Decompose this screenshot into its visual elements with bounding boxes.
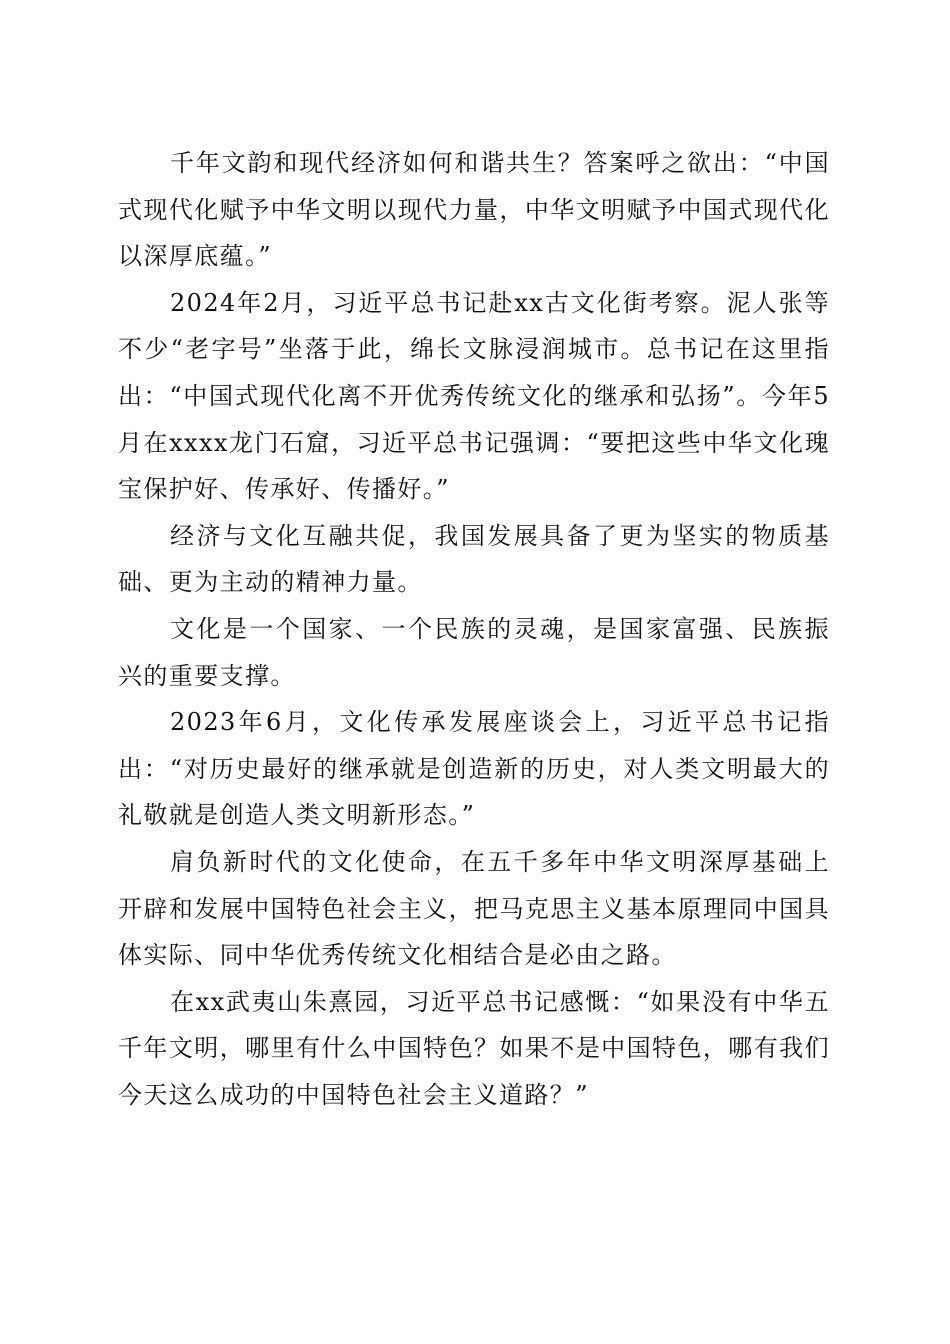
document-body bbox=[118, 140, 830, 1118]
paragraph-1: 千年文韵和现代经济如何和谐共生？答案呼之欲出：“中国式现代化赋予中华文明以现代力量，中华文明赋予中国式现代化以深厚底蕴。” bbox=[118, 149, 830, 271]
paragraph-2: 2024年2月，习近平总书记赴xx古文化街考察。泥人张等不少“老字号”坐落于此，绵长文脉浸润城市。总书记在这里指出：“中国式现代化离不开优秀传统文化的继承和弘扬”。今年5月在xxxx龙门石窟，习近平总书记强调：“要把这些中华文化瑰宝保护好、传承好、传播好。” bbox=[118, 288, 830, 504]
paragraph-3: 经济与文化互融共促，我国发展具备了更为坚实的物质基础、更为主动的精神力量。 bbox=[118, 521, 830, 597]
paragraph-5: 2023年6月，文化传承发展座谈会上，习近平总书记指出：“对历史最好的继承就是创造新的历史，对人类文明最大的礼敬就是创造人类文明新形态。” bbox=[118, 708, 830, 830]
paragraph-4: 文化是一个国家、一个民族的灵魂，是国家富强、民族振兴的重要支撑。 bbox=[118, 614, 830, 690]
paragraph-7: 在xx武夷山朱熹园，习近平总书记感慨：“如果没有中华五千年文明，哪里有什么中国特色？如果不是中国特色，哪有我们今天这么成功的中国特色社会主义道路？” bbox=[118, 987, 830, 1109]
paragraph-6: 肩负新时代的文化使命，在五千多年中华文明深厚基础上开辟和发展中国特色社会主义，把马克思主义基本原理同中国具体实际、同中华优秀传统文化相结合是必由之路。 bbox=[118, 847, 830, 970]
